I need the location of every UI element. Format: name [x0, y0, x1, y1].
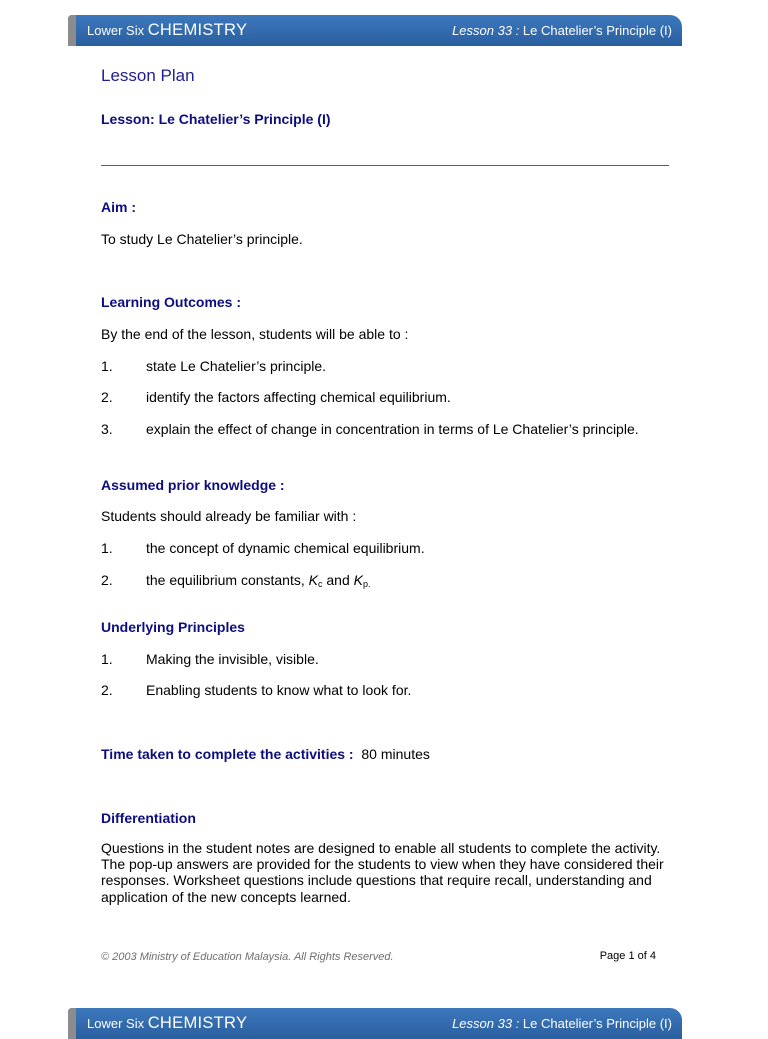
- lesson-number: Lesson 33 :: [452, 1016, 520, 1031]
- list-number: 2.: [101, 389, 113, 405]
- kc-symbol: K: [308, 572, 318, 588]
- copyright-notice: © 2003 Ministry of Education Malaysia. All Rights Reserved.: [101, 951, 394, 963]
- lesson-heading: Lesson: Le Chatelier’s Principle (I): [101, 111, 331, 127]
- list-text: state Le Chatelier’s principle.: [146, 358, 327, 374]
- kp-subscript: p.: [362, 579, 371, 589]
- lesson-number: Lesson 33 :: [452, 23, 520, 38]
- aim-heading: Aim :: [101, 199, 136, 215]
- learning-outcomes-heading: Learning Outcomes :: [101, 294, 242, 310]
- list-item: [101, 540, 425, 556]
- list-number: 2.: [101, 572, 113, 588]
- list-item: [101, 358, 326, 374]
- list-text: identify the factors affecting chemical equilibrium.: [146, 389, 451, 405]
- list-item: [101, 682, 411, 698]
- lesson-title-header: Le Chatelier’s Principle (I): [522, 23, 672, 38]
- header-banner: [68, 15, 682, 46]
- prior-knowledge-heading: Assumed prior knowledge :: [101, 477, 285, 493]
- differentiation-text: Questions in the student notes are designed to enable all students to complete the activity. The pop-up answers are provided for the students to view when they have considered their responses. Worksheet questions include questions that require recall, understanding and application of the new concepts learned.: [101, 840, 664, 905]
- list-number: 3.: [101, 421, 113, 437]
- course-name: CHEMISTRY: [147, 21, 248, 39]
- course-label: [87, 21, 247, 40]
- course-prefix: Lower Six: [87, 23, 145, 38]
- time-taken-label: Time taken to complete the activities :: [101, 746, 354, 762]
- prior-knowledge-intro: Students should already be familiar with :: [101, 508, 357, 524]
- list-item: [101, 421, 639, 437]
- list-text: explain the effect of change in concentration in terms of Le Chatelier’s principle.: [146, 421, 639, 437]
- kp-symbol: K: [353, 572, 363, 588]
- list-text: the concept of dynamic chemical equilibrium.: [146, 540, 425, 556]
- time-taken: [101, 746, 430, 762]
- kc-subscript: c: [317, 579, 323, 589]
- list-text: Making the invisible, visible.: [146, 651, 319, 667]
- differentiation-heading: Differentiation: [101, 810, 196, 826]
- underlying-principles-heading: Underlying Principles: [101, 619, 245, 635]
- course-prefix: Lower Six: [87, 1016, 145, 1031]
- list-text-prefix: the equilibrium constants,: [146, 572, 309, 588]
- learning-outcomes-intro: By the end of the lesson, students will be able to :: [101, 326, 409, 342]
- course-name: CHEMISTRY: [147, 1014, 248, 1032]
- list-text-joiner: and: [322, 572, 354, 588]
- page-number: Page 1 of 4: [599, 950, 656, 962]
- page-title: Lesson Plan: [101, 66, 195, 85]
- lesson-label: [452, 23, 672, 38]
- list-item: [101, 572, 370, 589]
- lesson-title-header: Le Chatelier’s Principle (I): [522, 1016, 672, 1031]
- list-item: [101, 389, 451, 405]
- aim-text: To study Le Chatelier’s principle.: [101, 231, 303, 247]
- list-number: 1.: [101, 651, 113, 667]
- time-taken-value: 80 minutes: [361, 746, 430, 762]
- list-item: [101, 651, 319, 667]
- list-number: 1.: [101, 358, 113, 374]
- list-text: Enabling students to know what to look for.: [146, 682, 412, 698]
- list-number: 1.: [101, 540, 113, 556]
- list-number: 2.: [101, 682, 113, 698]
- divider: [101, 165, 669, 166]
